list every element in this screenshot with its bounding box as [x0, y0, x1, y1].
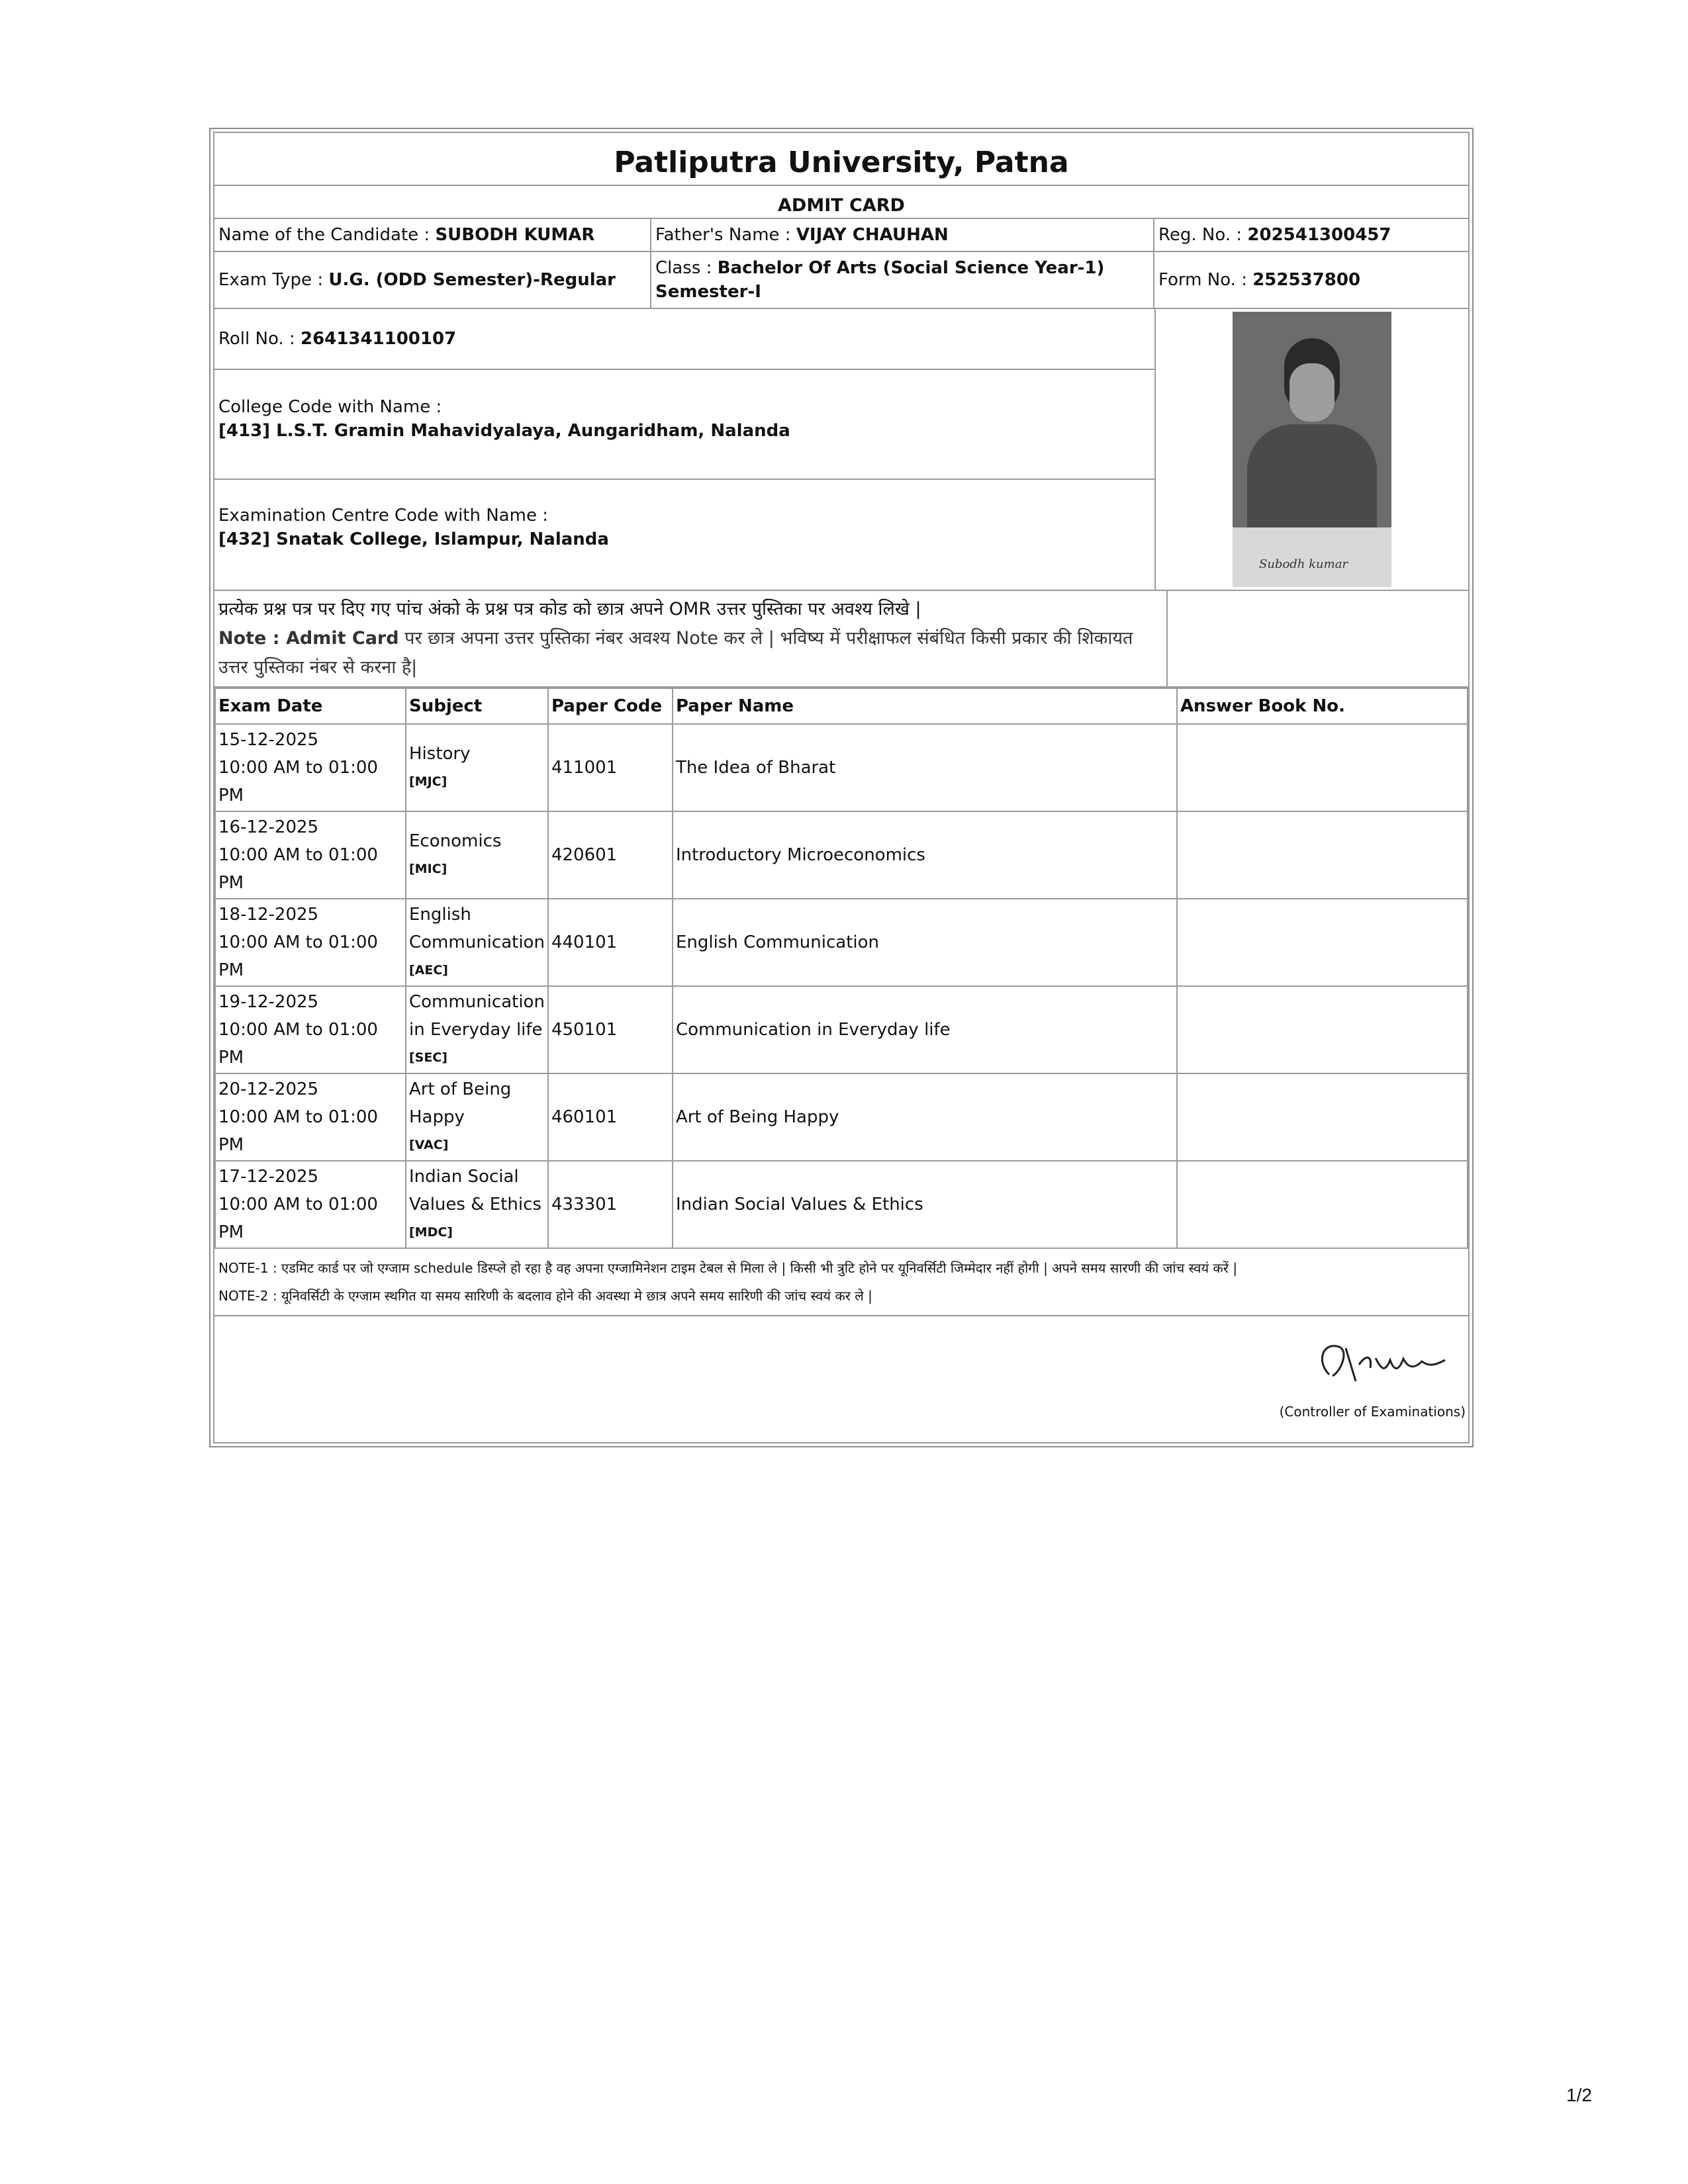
reg-no [1154, 219, 1468, 251]
exam-date-cell [215, 724, 406, 811]
subject-name: Communication in Everyday life [409, 992, 545, 1040]
college-block [214, 370, 1154, 480]
paper-name: Communication in Everyday life [673, 986, 1177, 1073]
subject-name: Art of Being Happy [409, 1079, 512, 1127]
subject-cell [406, 1073, 548, 1161]
table-row [215, 811, 1468, 899]
table-row [215, 986, 1468, 1073]
instructions-blank [1168, 591, 1468, 686]
candidate-name [214, 219, 651, 251]
header-exam-date: Exam Date [215, 688, 406, 724]
paper-code: 460101 [548, 1073, 673, 1161]
exam-time: 10:00 AM to 01:00 PM [218, 845, 378, 893]
subject-cell [406, 811, 548, 899]
candidate-photo [1233, 312, 1391, 587]
document-type: ADMIT CARD [778, 195, 905, 216]
form-no [1154, 252, 1468, 308]
schedule-table [214, 688, 1468, 1249]
exam-date-cell [215, 1161, 406, 1248]
exam-time: 10:00 AM to 01:00 PM [218, 1195, 378, 1242]
centre-block [214, 480, 1154, 590]
father-name-label: Father's Name : [655, 225, 796, 245]
signature-area [214, 1316, 1468, 1442]
reg-no-label: Reg. No. : [1158, 225, 1248, 245]
subject-name: English Communication [409, 905, 545, 952]
exam-date-cell [215, 811, 406, 899]
candidate-name-label: Name of the Candidate : [218, 225, 436, 245]
paper-code: 420601 [548, 811, 673, 899]
candidate-row-1 [214, 219, 1468, 252]
form-no-label: Form No. : [1158, 270, 1253, 290]
header-answer-book: Answer Book No. [1177, 688, 1468, 724]
table-row [215, 1161, 1468, 1248]
instructions-block [214, 591, 1168, 686]
admit-card [209, 128, 1474, 1447]
exam-type [214, 252, 651, 308]
subject-tag: [AEC] [409, 963, 448, 978]
answer-book-no [1177, 1161, 1468, 1248]
exam-time: 10:00 AM to 01:00 PM [218, 758, 378, 805]
notes-row [214, 1249, 1468, 1316]
table-row [215, 899, 1468, 986]
paper-name: Introductory Microeconomics [673, 811, 1177, 899]
father-name-value: VIJAY CHAUHAN [796, 225, 949, 245]
page-number: 1/2 [1566, 2085, 1592, 2105]
exam-time: 10:00 AM to 01:00 PM [218, 1107, 378, 1155]
header-paper-code: Paper Code [548, 688, 673, 724]
exam-date: 15-12-2025 [218, 730, 319, 750]
class-info [651, 252, 1154, 308]
class-label: Class : [655, 258, 718, 278]
table-row [215, 1073, 1468, 1161]
paper-code: 450101 [548, 986, 673, 1073]
exam-date-cell [215, 986, 406, 1073]
subject-tag: [MDC] [409, 1225, 453, 1240]
exam-date-cell [215, 1073, 406, 1161]
answer-book-no [1177, 899, 1468, 986]
subtitle-row [214, 186, 1468, 219]
roll-no [214, 309, 1154, 370]
roll-no-value: 2641341100107 [300, 329, 457, 349]
form-no-value: 252537800 [1252, 270, 1361, 290]
details-photo-row [214, 309, 1468, 591]
exam-date: 17-12-2025 [218, 1167, 319, 1187]
exam-date: 20-12-2025 [218, 1079, 319, 1099]
schedule-body [215, 724, 1468, 1248]
subject-name: Economics [409, 831, 502, 851]
roll-no-label: Roll No. : [218, 329, 301, 349]
candidate-name-value: SUBODH KUMAR [435, 225, 595, 245]
subject-tag: [MJC] [409, 774, 447, 789]
answer-book-no [1177, 724, 1468, 811]
exam-date: 18-12-2025 [218, 905, 319, 925]
paper-name: English Communication [673, 899, 1177, 986]
answer-book-no [1177, 1073, 1468, 1161]
table-row [215, 724, 1468, 811]
exam-date: 16-12-2025 [218, 817, 319, 837]
note-1: NOTE-1 : एडमिट कार्ड पर जो एग्जाम schedule डिस्प्ले हो रहा है वह अपना एग्जामिनेशन टाइम टेबल से मिला ले | किसी भी त्रुटि होने पर यूनिवर्सिटी जिम्मेदार नहीं होगी | अपने समय सारणी की जांच स्वयं करें | [218, 1260, 1238, 1276]
reg-no-value: 202541300457 [1247, 225, 1391, 245]
exam-time: 10:00 AM to 01:00 PM [218, 933, 378, 980]
paper-code: 440101 [548, 899, 673, 986]
instruction-note-text: पर छात्र अपना उत्तर पुस्तिका नंबर अवश्य Note कर ले | भविष्य में परीक्षाफल संबंधित किसी प्रकार की शिकायत उत्तर पुस्तिका नंबर से करना है| [218, 628, 1133, 678]
controller-label: (Controller of Examinations) [1279, 1404, 1466, 1420]
exam-type-label: Exam Type : [218, 270, 329, 290]
photo-column [1156, 309, 1468, 590]
paper-code: 433301 [548, 1161, 673, 1248]
subject-tag: [SEC] [409, 1050, 447, 1065]
instruction-note [218, 624, 1162, 682]
paper-code: 411001 [548, 724, 673, 811]
photo-body-shape [1247, 424, 1377, 537]
paper-name: Art of Being Happy [673, 1073, 1177, 1161]
admit-card-inner [213, 132, 1470, 1443]
title-row [214, 133, 1468, 186]
college-label: College Code with Name : [218, 397, 442, 417]
header-paper-name: Paper Name [673, 688, 1177, 724]
subject-name: Indian Social Values & Ethics [409, 1167, 541, 1214]
exam-date: 19-12-2025 [218, 992, 319, 1012]
subject-cell [406, 1161, 548, 1248]
answer-book-no [1177, 811, 1468, 899]
details-column [214, 309, 1156, 590]
subject-tag: [VAC] [409, 1138, 449, 1152]
instruction-note-label: Note : Admit Card [218, 628, 399, 649]
subject-cell [406, 899, 548, 986]
college-value: [413] L.S.T. Gramin Mahavidyalaya, Aungaridham, Nalanda [218, 421, 790, 441]
instructions-row [214, 591, 1468, 688]
header-subject: Subject [406, 688, 548, 724]
exam-time: 10:00 AM to 01:00 PM [218, 1020, 378, 1068]
subject-cell [406, 724, 548, 811]
subject-name: History [409, 744, 471, 764]
centre-value: [432] Snatak College, Islampur, Nalanda [218, 529, 609, 549]
candidate-row-2 [214, 252, 1468, 309]
photo-signature: Subodh kumar [1259, 557, 1348, 571]
exam-date-cell [215, 899, 406, 986]
exam-type-value: U.G. (ODD Semester)-Regular [328, 270, 616, 290]
father-name [651, 219, 1154, 251]
paper-name: The Idea of Bharat [673, 724, 1177, 811]
paper-name: Indian Social Values & Ethics [673, 1161, 1177, 1248]
subject-cell [406, 986, 548, 1073]
notes-block [214, 1249, 1468, 1315]
answer-book-no [1177, 986, 1468, 1073]
note-2: NOTE-2 : यूनिवर्सिटी के एग्जाम स्थगित या समय सारिणी के बदलाव होने की अवस्था मे छात्र अपने समय सारिणी की जांच स्वयं कर ले | [218, 1288, 872, 1304]
centre-label: Examination Centre Code with Name : [218, 506, 548, 525]
instruction-omr: प्रत्येक प्रश्न पत्र पर दिए गए पांच अंको के प्रश्न पत्र कोड को छात्र अपने OMR उत्तर पुस्तिका पर अवश्य लिखे | [218, 599, 921, 619]
photo-face-shape [1289, 363, 1335, 422]
photo-signature-strip [1233, 527, 1391, 587]
schedule-header-row [215, 688, 1468, 724]
subject-tag: [MIC] [409, 862, 447, 876]
university-title: Patliputra University, Patna [614, 146, 1069, 179]
controller-signature [1309, 1335, 1448, 1388]
class-value: Bachelor Of Arts (Social Science Year-1) Semester-I [655, 258, 1105, 302]
